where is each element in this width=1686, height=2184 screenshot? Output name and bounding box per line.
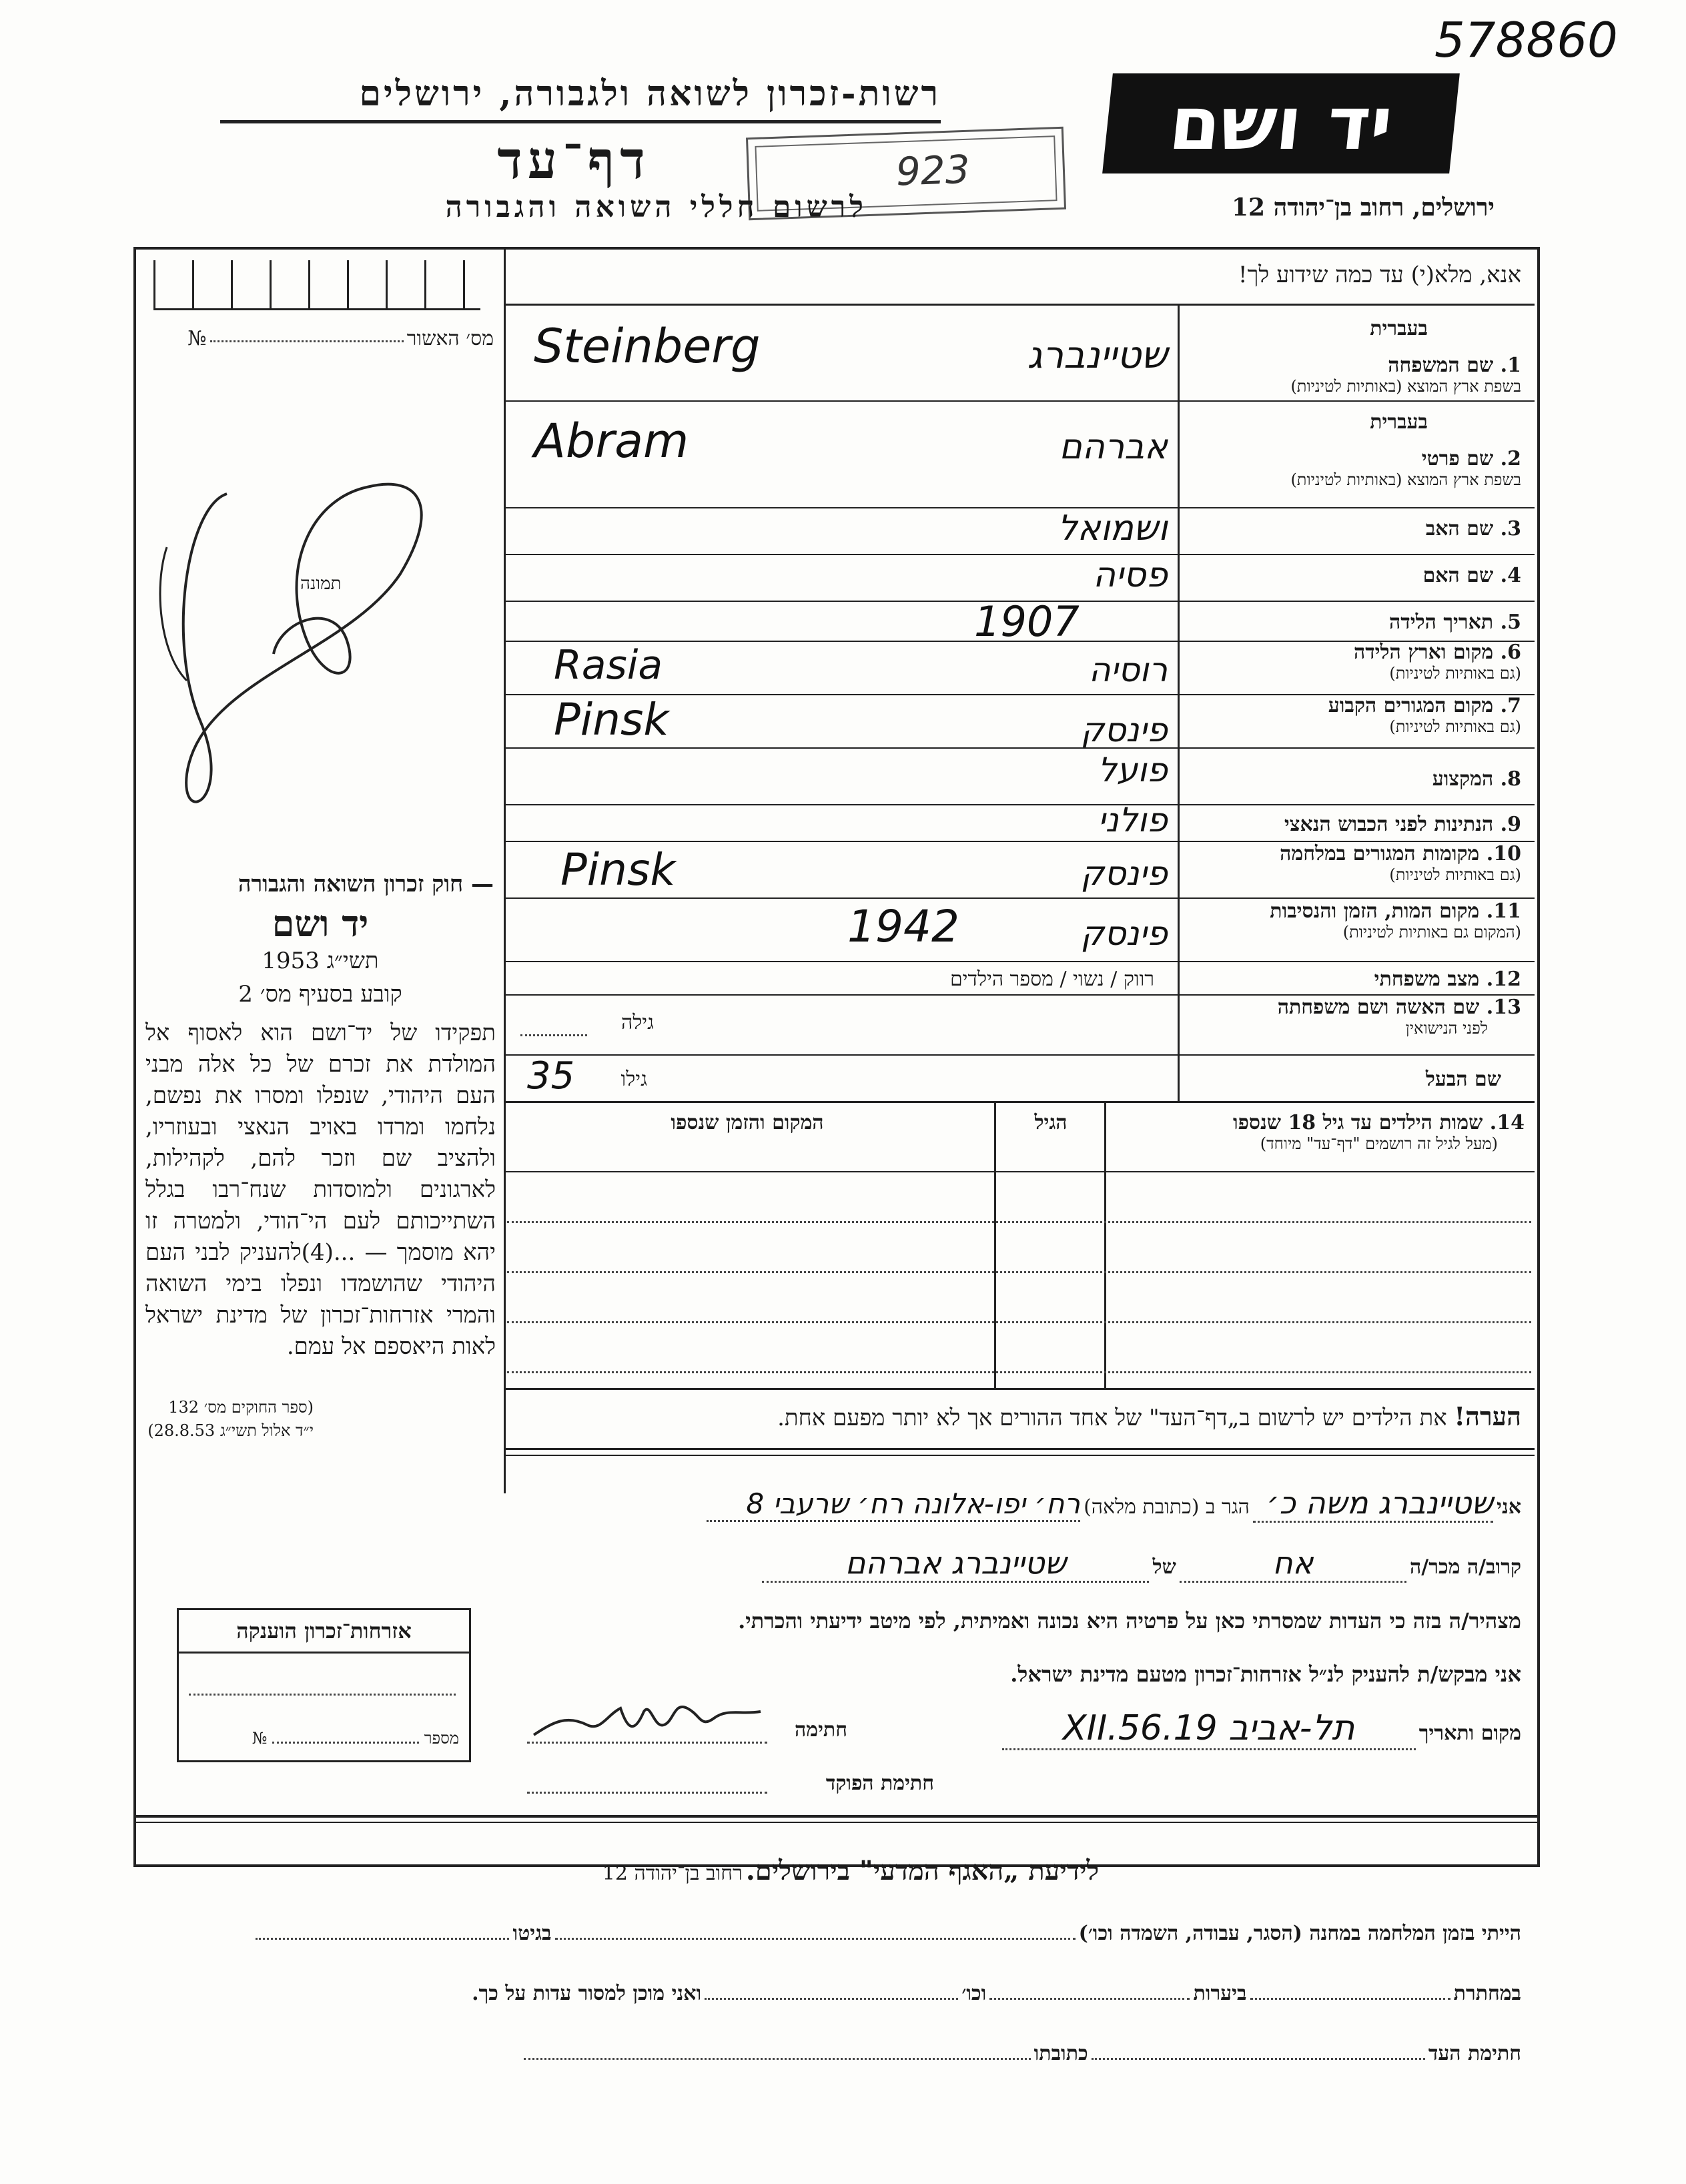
field-husband-label: שם הבעל — [1425, 1068, 1501, 1091]
field-surname-latin: Steinberg — [534, 319, 761, 374]
field-birthplace-hebrew: רוסיה — [1088, 651, 1168, 689]
children-col-divider-1 — [1104, 1101, 1106, 1388]
law-name: יד ושם — [272, 902, 369, 945]
org-underline — [220, 120, 941, 123]
section-rule — [504, 1388, 1535, 1390]
row-rule — [504, 897, 1535, 899]
field-birthplace-latin: Rasia — [554, 642, 663, 689]
children-row — [507, 1221, 1531, 1223]
field-surname-label: בעברית 1. שם המשפחה בשפת ארץ המוצא (באותיות לטיניות) — [1290, 317, 1521, 396]
field-death-place: פינסק — [1080, 914, 1168, 953]
row-rule — [504, 400, 1535, 402]
law-title: — חוק זכרון השואה והגבורה — [238, 871, 494, 897]
children-row — [507, 1271, 1531, 1273]
children-header: 14. שמות הילדים עד גיל 18 שנספו (מעל לגיל זה רושמים "דף־עד" מיוחד) — [1232, 1111, 1525, 1153]
field-wife-age-label: גילה — [620, 1011, 654, 1034]
field-father-value: ושמואל — [1058, 508, 1168, 549]
law-reference-1: (ספר החוקים מס׳ 132 — [168, 1398, 314, 1417]
org-line: רשות-זכרון לשואה ולגבורה, ירושלים — [359, 73, 941, 114]
instruction: אנא, מלא(י) עד כמה שידוע לך! — [1238, 262, 1521, 288]
photo-strip-ticks — [153, 260, 480, 310]
field-wartime-residence-latin: Pinsk — [560, 844, 676, 895]
registration-number: מס׳ האשור № — [187, 327, 494, 350]
bottom-line-2: במחתרת ביערות וכו׳ ואני מוכן למסור עדות על כך. — [472, 1982, 1521, 2005]
field-birthdate-value: 1907 — [974, 597, 1080, 646]
children-col-place: המקום והזמן שנספו — [671, 1111, 824, 1134]
field-profession-label: 8. המקצוע — [1432, 767, 1521, 791]
field-residence-label: 7. מקום המגורים הקבוע (גם באותיות לטיניות) — [1328, 694, 1521, 736]
children-header-rule — [504, 1171, 1535, 1172]
field-marital-options: רווק / נשוי / מספר הילדים — [949, 968, 1154, 991]
field-father-label: 3. שם האב — [1425, 517, 1521, 540]
law-clause: קובע בסעיף מס׳ 2 — [238, 981, 402, 1008]
field-husband-age-value: 35 — [527, 1054, 575, 1098]
section-rule — [504, 1101, 1535, 1103]
declaration-request: אני מבקש/ת להעניק לנ״ל אזרחות־זכרון מטעם מדינת ישראל. — [1010, 1662, 1521, 1687]
field-residence-hebrew: פינסק — [1080, 711, 1168, 749]
photo-area: תמונה — [147, 374, 494, 841]
children-row — [507, 1371, 1531, 1373]
section-rule — [133, 1822, 1537, 1823]
field-mother-label: 4. שם האם — [1422, 564, 1521, 587]
row-rule — [504, 961, 1535, 962]
field-marital-label: 12. מצב משפחתי — [1374, 968, 1521, 991]
citizenship-box: אזרחות־זכרון הוענקה מספר № — [177, 1608, 471, 1762]
declaration-line-2: קרוב/ה מכר/ה אח של שטיינברג אברהם — [467, 1545, 1521, 1585]
field-surname-hebrew: שטיינברג — [1027, 334, 1168, 377]
field-citizenship-value: פולני — [1098, 801, 1168, 839]
section-rule — [504, 1455, 1535, 1456]
document-number: 578860 — [1434, 12, 1618, 68]
bottom-line-1: הייתי בזמן המלחמה במחנה (הסגר, עבודה, השמדה וכו׳) בגיטו — [147, 1922, 1521, 1945]
field-firstname-hebrew: אברהם — [1059, 427, 1168, 467]
bottom-title: לידיעת „האגף המדעי" בירושלים. רחוב בן־יהודה 12 — [602, 1855, 1100, 1886]
field-firstname-label: בעברית 2. שם פרטי בשפת ארץ המוצא (באותיות לטיניות) — [1290, 410, 1521, 489]
yad-vashem-logo: יד ושם — [1102, 73, 1460, 173]
declaration-signature-label: חתימה — [795, 1718, 847, 1742]
row-rule — [504, 747, 1535, 749]
children-col-age: הגיל — [1034, 1111, 1068, 1134]
declaration-place-date: מקום ותאריך תל-אביב 19.XII.56 — [834, 1708, 1521, 1750]
wife-age-line — [520, 1034, 587, 1036]
field-profession-value: פועל — [1098, 751, 1168, 789]
header-address: ירושלים, רחוב בן־יהודה 12 — [1231, 194, 1495, 222]
field-birthplace-label: 6. מקום וארץ הלידה (גם באותיות לטיניות) — [1353, 641, 1521, 683]
section-rule — [133, 1815, 1537, 1818]
law-text: תפקידו של יד־ושם הוא לאסוף אל המולדת את זכרם של כל אלה מבני העם היהודי, שנפלו ומסרו את נפשם, נלחמו ומרדו באויב הנאצי ובעוזריו, ולהציב שם וזכר להם, לקהילות, לארגונים ולמוסדות שנח־רבו בגלל השתייכותם לעם הי־הודי, ולמטרה זו יהא מוסמך — ...(4)להעניק לבני העם היהודי שהושמדו ונפלו בימי השואה והמרי אזרחות־זכרון של מדינת ישראל לאות היאספם אל עמם. — [145, 1020, 496, 1360]
form-title: דף־עד — [497, 130, 651, 191]
official-signature-label: חתימת הפוקד — [825, 1772, 934, 1795]
field-death-label: 11. מקום המות, הזמן והנסיבות (המקום גם באותיות לטיניות) — [1270, 899, 1521, 942]
handwritten-signature-icon — [527, 1688, 767, 1748]
photo-scribble-icon — [147, 374, 494, 841]
form-subtitle: לרשום חללי השואה והגבורה — [445, 190, 867, 224]
field-citizenship-label: 9. הנתינות לפני הכבוש הנאצי — [1284, 813, 1521, 836]
declaration-line-1: אני שטיינברג משה כ׳ הגר ב (כתובת מלאה) רח׳ יפו-אלונה רח׳ שרעבי 8 — [467, 1485, 1521, 1525]
received-stamp: 923 — [746, 127, 1066, 221]
children-note: הערה! את הילדים יש לרשום ב„דף־העד" של אחד ההורים אך לא יותר מפעם אחת. — [777, 1401, 1521, 1431]
field-wartime-residence-label: 10. מקומות המגורים במלחמה (גם באותיות לטיניות) — [1280, 842, 1521, 884]
instruction-rule — [504, 304, 1535, 306]
children-col-divider-2 — [994, 1101, 996, 1388]
bottom-line-3: חתימת העד כתובתו — [147, 2042, 1521, 2065]
row-rule — [504, 1054, 1535, 1056]
field-birthdate-label: 5. תאריך הלידה — [1389, 611, 1521, 634]
field-death-year: 1942 — [847, 901, 959, 952]
declaration-statement: מצהיר/ה בזה כי העדות שמסרתי כאן על פרטיה היא נכונה ואמיתית, לפי מיטב ידיעתי והכרתי. — [738, 1608, 1521, 1633]
children-row — [507, 1321, 1531, 1323]
label-column-divider — [1178, 304, 1180, 1101]
left-column-divider — [504, 247, 506, 1493]
field-wartime-residence-hebrew: פינסק — [1080, 854, 1168, 893]
law-reference-2: י״ד אלול תשי״ג 28.8.53) — [147, 1421, 314, 1440]
field-firstname-latin: Abram — [534, 414, 689, 468]
law-year: תשי״ג 1953 — [262, 948, 379, 974]
section-rule — [504, 1448, 1535, 1450]
field-wife-label: 13. שם האשה ושם משפחתה לפני הנישואין — [1277, 996, 1521, 1038]
field-mother-value: פסיה — [1093, 555, 1168, 595]
official-signature-line — [527, 1792, 767, 1794]
field-husband-age-label: גילו — [620, 1068, 647, 1091]
field-residence-latin: Pinsk — [554, 694, 669, 745]
